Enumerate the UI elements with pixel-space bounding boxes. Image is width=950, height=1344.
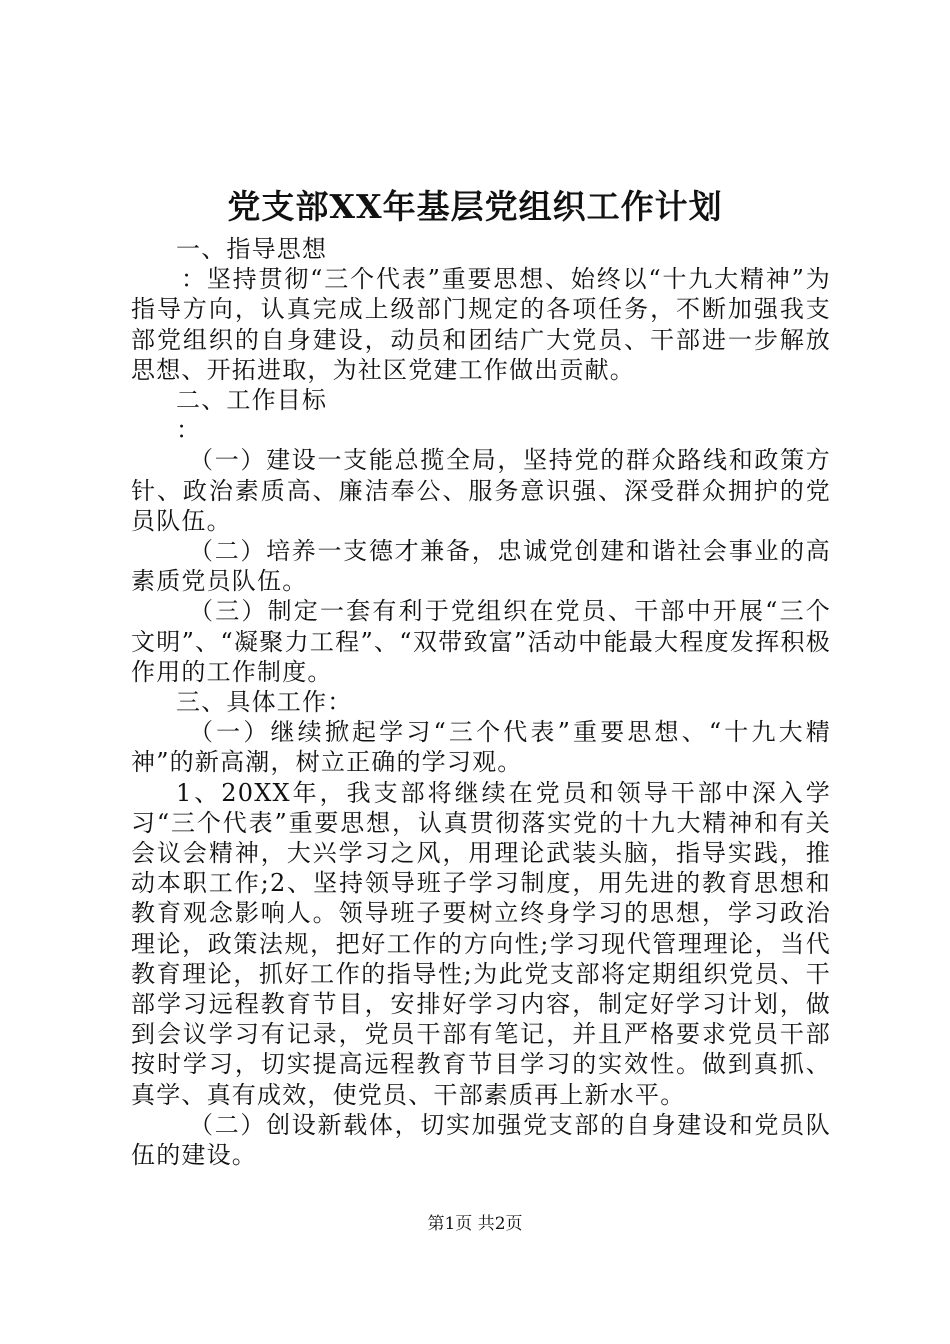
section-heading-specific-work: 三、具体工作： [176, 688, 353, 717]
section-heading-work-goals: 二、工作目标 [176, 386, 328, 415]
paragraph-guiding-thought: ：坚持贯彻“三个代表”重要思想、始终以“十九大精神”为指导方向，认真完成上级部门规定的各项任务，不断加强我支部党组织的自身建设，动员和团结广大党员、干部进一步解放思想、开拓进取，为社区党建工作做出贡献。 [131, 265, 831, 384]
paragraph-goal-2: （二）培养一支德才兼备，忠诚党创建和谐社会事业的高素质党员队伍。 [131, 537, 831, 596]
paragraph-work-1: （一）继续掀起学习“三个代表”重要思想、“十九大精神”的新高潮，树立正确的学习观。 [131, 718, 831, 777]
paragraph-goal-1: （一）建设一支能总揽全局，坚持党的群众路线和政策方针、政治素质高、廉洁奉公、服务意识强、深受群众拥护的党员队伍。 [131, 446, 831, 535]
document-body [131, 234, 831, 1170]
paragraph-work-2: （二）创设新载体，切实加强党支部的自身建设和党员队伍的建设。 [131, 1110, 831, 1170]
section-heading-guiding-thought: 一、指导思想 [176, 235, 328, 263]
page-footer: 第1页 共2页 [427, 1214, 523, 1234]
document-title: 党支部XX年基层党组织工作计划 [227, 187, 723, 226]
paragraph-work-1-detail: 1、20XX年，我支部将继续在党员和领导干部中深入学习“三个代表”重要思想，认真贯彻落实党的十九大精神和有关会议会精神，大兴学习之风，用理论武装头脑，指导实践，推动本职工作;2、坚持领导班子学习制度，用先进的教育思想和教育观念影响人。领导班子要树立终身学习的思想，学习政治理论，政策法规，把好工作的方向性;学习现代管理理论，当代教育理论，抓好工作的指导性;为此党支部将定期组织党员、干部学习远程教育节目，安排好学习内容，制定好学习计划，做到会议学习有记录，党员干部有笔记，并且严格要求党员干部按时学习，切实提高远程教育节目学习的实效性。做到真抓、真学、真有成效，使党员、干部素质再上新水平。 [131, 778, 831, 1109]
paragraph-goal-3: （三）制定一套有利于党组织在党员、干部中开展“三个文明”、“凝聚力工程”、“双带致富”活动中能最大程度发挥积极作用的工作制度。 [131, 597, 831, 686]
paragraph-colon: ： [176, 416, 202, 445]
